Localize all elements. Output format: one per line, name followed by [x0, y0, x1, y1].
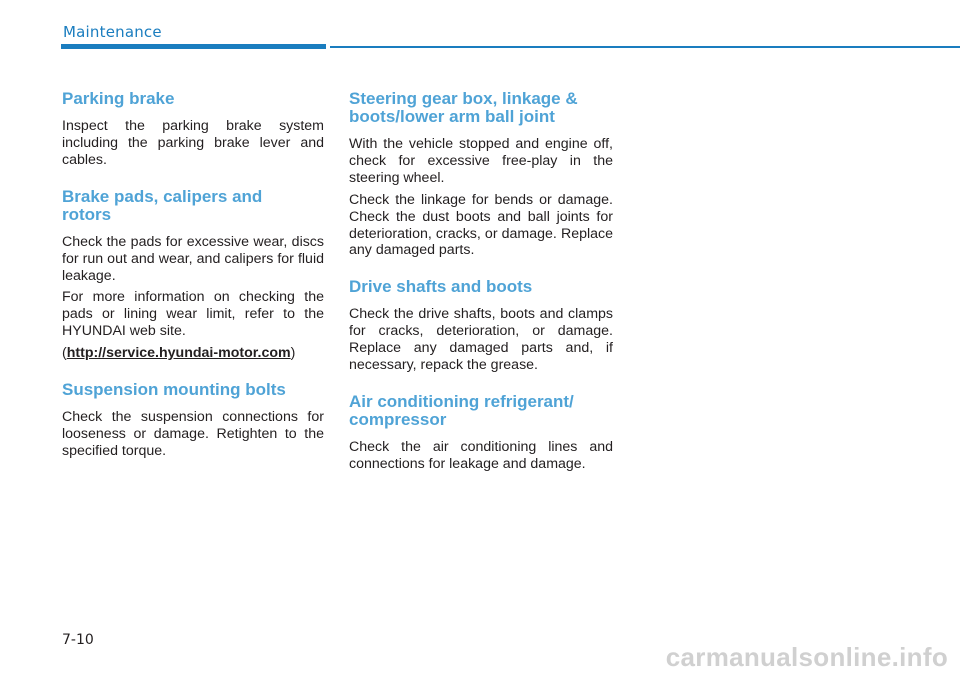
heading-steering-line2: boots/lower arm ball joint: [349, 107, 555, 126]
heading-drive-shafts: Drive shafts and boots: [349, 277, 533, 297]
heading-parking-brake: Parking brake: [62, 89, 175, 108]
body-brake-pads-2: For more information on checking the pads or lining wear limit, refer to the HYUNDAI web site.: [62, 289, 324, 340]
body-brake-pads-link-line: [62, 345, 324, 362]
body-drive-shafts: Check the drive shafts, boots and clamps for cracks, deterioration, or damage. Replace any damaged parts and, if necessary, repack the grease.: [349, 306, 613, 374]
link-close-paren: ): [290, 345, 296, 362]
watermark-text: carmanualsonline.info: [665, 642, 948, 672]
heading-air-conditioning-line2: compressor: [349, 409, 447, 429]
heading-suspension: Suspension mounting bolts: [62, 380, 286, 400]
right-column: [349, 90, 613, 473]
body-brake-pads-1: Check the pads for excessive wear, discs for run out and wear, and calipers for fluid leakage.: [62, 233, 324, 284]
heading-brake-pads-line1: Brake pads, calipers and: [62, 186, 263, 206]
body-air-conditioning: Check the air conditioning lines and connections for leakage and damage.: [349, 438, 613, 472]
left-column: [62, 90, 324, 460]
body-suspension: Check the suspension connections for looseness or damage. Retighten to the specified torque.: [62, 409, 324, 459]
heading-brake-pads: [62, 188, 324, 224]
header-rule-thick: [61, 44, 326, 49]
body-steering-1: With the vehicle stopped and engine off, check for excessive free-play in the steering wheel.: [349, 136, 613, 186]
header-rule-thin: [330, 46, 960, 48]
heading-air-conditioning-line1: Air conditioning refrigerant/: [349, 391, 574, 411]
page-number: 7-10: [62, 632, 94, 648]
link-open-paren: (: [62, 345, 67, 362]
body-steering-2: Check the linkage for bends or damage. Check the dust boots and ball joints for deterioration, cracks, or damage. Replace any damaged parts.: [349, 191, 613, 259]
hyundai-service-link[interactable]: http://service.hyundai-motor.com: [66, 345, 291, 362]
body-parking-brake: Inspect the parking brake system including the parking brake lever and cables.: [62, 118, 324, 168]
heading-air-conditioning: [349, 393, 613, 429]
heading-steering-line1: Steering gear box, linkage &: [349, 89, 578, 108]
section-header-title: Maintenance: [63, 23, 162, 41]
heading-steering: [349, 90, 613, 126]
heading-brake-pads-line2: rotors: [62, 204, 112, 224]
